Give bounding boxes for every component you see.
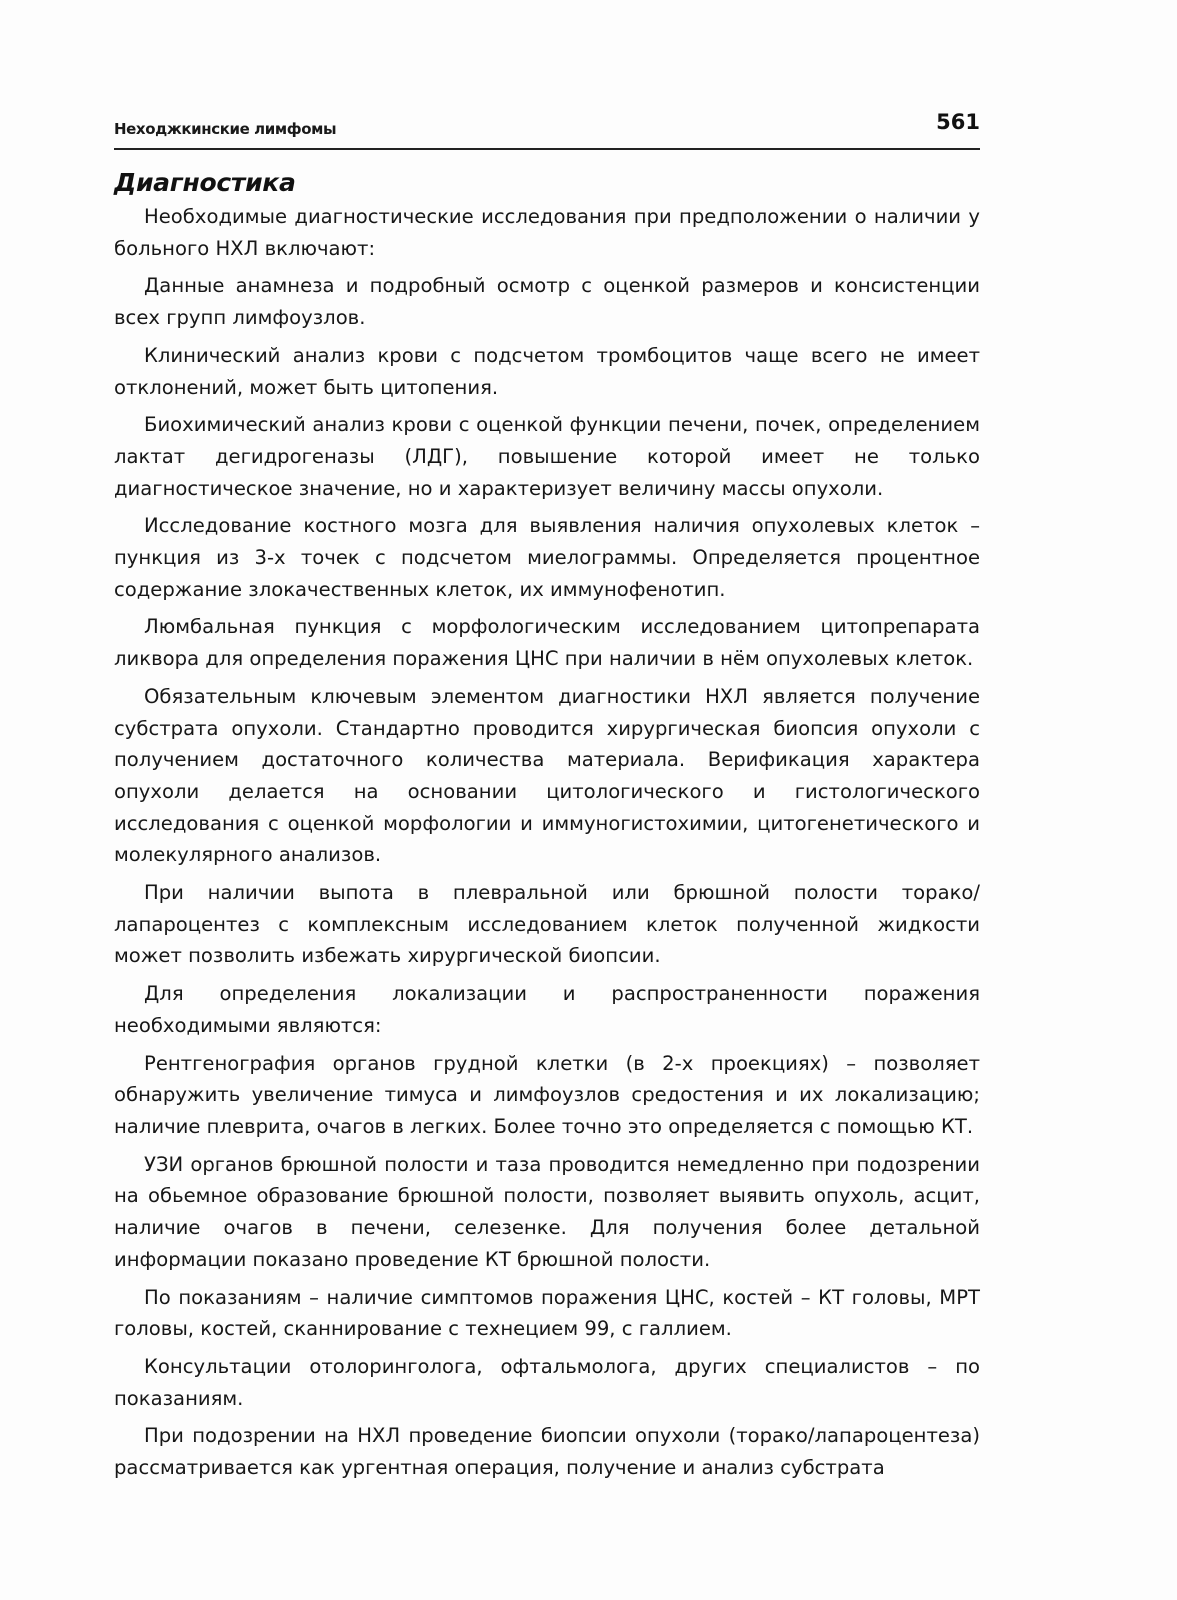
paragraph: Данные анамнеза и подробный осмотр с оценкой размеров и консистенции всех групп лимфоузлов. bbox=[114, 274, 980, 330]
running-title: Неходжкинские лимфомы bbox=[114, 120, 337, 138]
paragraph: Клинический анализ крови с подсчетом тромбоцитов чаще всего не имеет отклонений, может быть цитопения. bbox=[114, 343, 980, 399]
section-title: Диагностика bbox=[114, 168, 296, 197]
paragraph: По показаниям – наличие симптомов поражения ЦНС, костей – КТ головы, МРТ головы, костей, сканнирование с технецием 99, с галлием. bbox=[114, 1285, 980, 1341]
paragraph: УЗИ органов брюшной полости и таза проводится немедленно при подозрении на обьемное образование брюшной полости, позволяет выявить опухоль, асцит, наличие очагов в печени, селезенке. Для получения более детальной информации показано проведение КТ брюшной полости. bbox=[114, 1152, 980, 1271]
paragraph: Обязательным ключевым элементом диагностики НХЛ является получение субстрата опухоли. Стандартно проводится хирургическая биопсия опухоли с получением достаточного количества материала. Верификация характера опухоли делается на основании цитологического и гистологического исследования с оценкой морфологии и иммуногистохимии, цитогенетического и молекулярного анализов. bbox=[114, 684, 980, 867]
paragraph: Исследование костного мозга для выявления наличия опухолевых клеток – пункция из 3-х точек с подсчетом миелограммы. Определяется процентное содержание злокачественных клеток, их иммунофенотип. bbox=[114, 514, 980, 601]
page-number: 561 bbox=[936, 110, 980, 134]
paragraph: При наличии выпота в плевральной или брюшной полости торако/лапароцентез с комплексным исследованием клеток полученной жидкости может позволить избежать хирургической биопсии. bbox=[114, 881, 980, 968]
header-rule bbox=[114, 148, 980, 150]
paragraph: Для определения локализации и распространенности поражения необходимыми являются: bbox=[114, 982, 980, 1037]
running-header bbox=[114, 110, 980, 142]
paragraph: При подозрении на НХЛ проведение биопсии опухоли (торако/лапароцентеза) рассматривается как ургентная операция, получение и анализ субстрата bbox=[114, 1424, 980, 1480]
paragraph: Биохимический анализ крови с оценкой функции печени, почек, определением лактат дегидрогеназы (ЛДГ), повышение которой имеет не только диагностическое значение, но и характеризует величину массы опухоли. bbox=[114, 413, 980, 500]
paragraph: Люмбальная пункция с морфологическим исследованием цитопрепарата ликвора для определения поражения ЦНС при наличии в нём опухолевых клеток. bbox=[114, 615, 980, 671]
paragraph: Рентгенография органов грудной клетки (в 2-х проекциях) – позволяет обнаружить увеличение тимуса и лимфоузлов средостения и их локализацию; наличие плеврита, очагов в легких. Более точно это определяется с помощью КТ. bbox=[114, 1051, 980, 1138]
paragraph: Консультации отолоринголога, офтальмолога, других специалистов – по показаниям. bbox=[114, 1354, 980, 1410]
body-text bbox=[114, 201, 980, 1490]
paragraph: Необходимые диагностические исследования при предположении о наличии у больного НХЛ включают: bbox=[114, 205, 980, 260]
